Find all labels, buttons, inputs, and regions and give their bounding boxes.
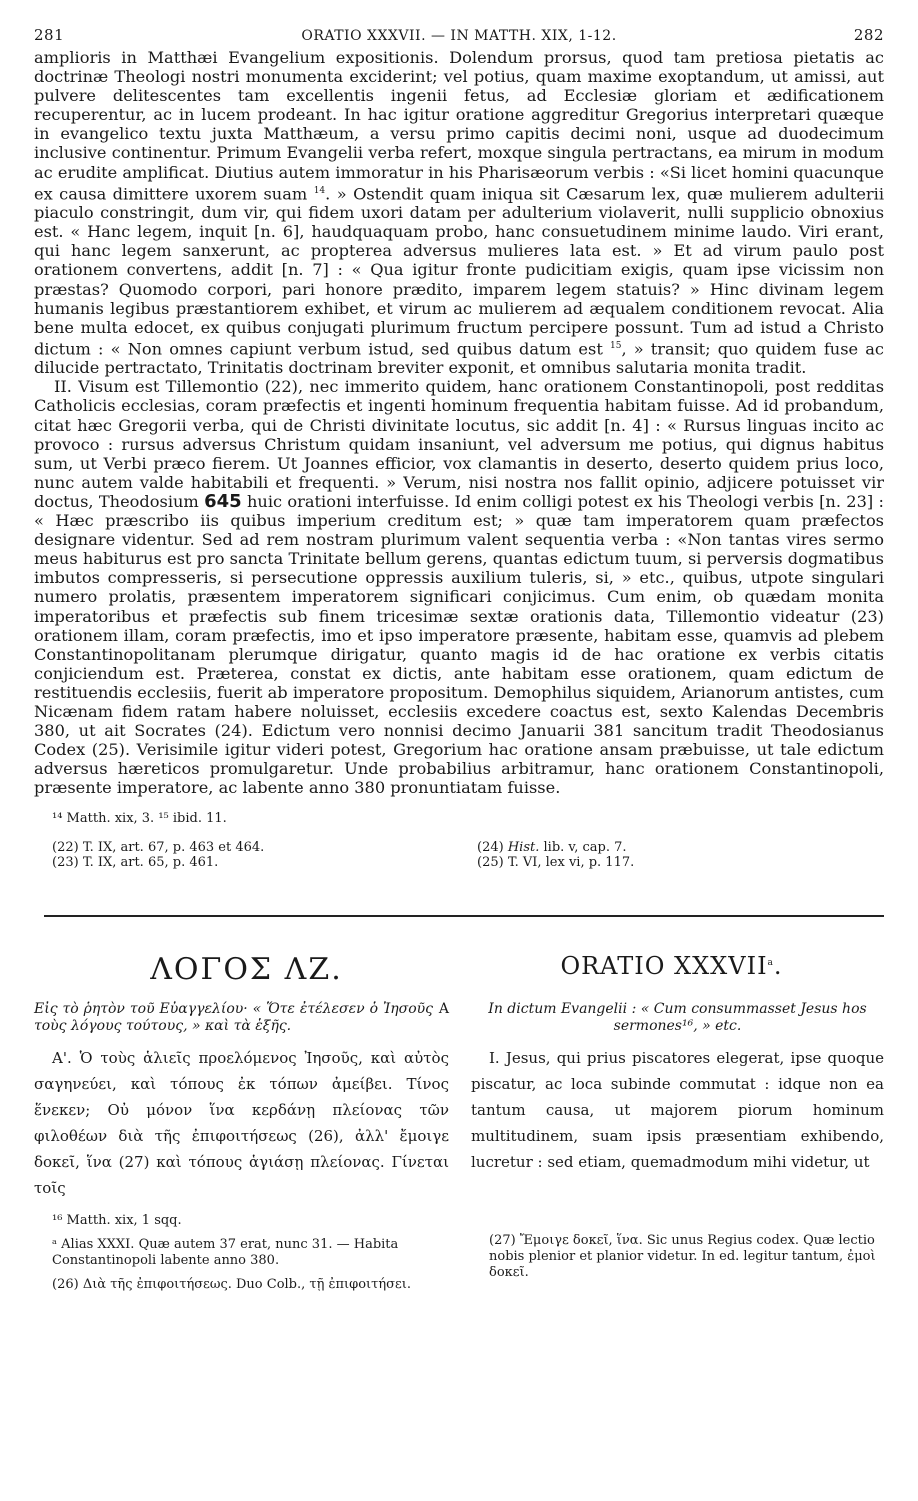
oration-titles	[34, 952, 884, 987]
preface-text	[34, 48, 884, 797]
footnote-ref-14: 14	[313, 185, 326, 196]
footnote-24	[477, 840, 884, 855]
latin-body: I. Jesus, qui prius piscatores elegerat, ipse quoque piscatur, ac loca subinde commutat : idque non ea tantum causa, ut majorem piorum hominum multitudinem, suam ipsis præsentiam exhibendo, lucretur : sed etiam, quemadmodum mihi videtur, ut	[471, 1049, 884, 1172]
footnote-25: (25) T. VI, lex vi, p. 117.	[477, 855, 635, 871]
greek-subtitle-text: Εἰς τὸ ῥητὸν τοῦ Εὐαγγελίου· « Ὅτε ἐτέλεσεν ὁ Ἰησοῦς τοὺς λόγους τούτους, » καὶ τὰ ἑξῆς.	[34, 1001, 433, 1035]
running-header	[34, 26, 884, 48]
footnote-24-rest: lib. v, cap. 7.	[543, 840, 627, 856]
latin-title-text: ORATIO XXXVII	[560, 952, 768, 981]
latin-title-sup: a	[767, 958, 774, 969]
latin-subtitle: In dictum Evangelii : « Cum consummasset Jesus hos sermones¹⁶, » etc.	[488, 1001, 867, 1035]
bible-footnotes: ¹⁴ Matth. xix, 3. ¹⁵ ibid. 11.	[52, 811, 227, 827]
parallel-columns	[34, 1001, 884, 1293]
note-a: ᵃ Alias XXXI. Quæ autem 37 erat, nunc 31. — Habita Constantinopoli labente anno 380.	[52, 1237, 399, 1269]
paragraph-2-text-b: huic orationi interfuisse. Id enim colligi potest ex his Theologi verbis [n. 23] : « Hæc præscribo iis quibus imperium creditum est; » quæ tam imperatorem quam præfectos designare videntur. Sed ad rem nostram plurimum valent sequentia verba : «Non tantas vires sermo meus habiturus est pro sancta Trinitate bellum gerens, quantas edictum tuum, si perversis dogmatibus imbutos compresseris, si persecutione oppressis auxilium tuleris, si, » etc., quibus, utpote singulari numero prolatis, præsentem imperatorem significari conjicimus. Cum enim, ob quædam monita imperatoribus et præfectis sub finem tricesimæ sextæ orationis data, Tillemontio videatur (23) orationem illam, coram præfectis, imo et ipso imperatore præsente, habitam esse, quamvis ad plebem Constantinopolitanam plerumque dirigatur, quanto magis id de hac oratione ex verbis citatis conjiciendum est. Præterea, constat ex dictis, ante habitam esse orationem, quam edictum de restituendis ecclesiis, fuerit ab imperatore propositum. Demophilus siquidem, Arianorum antistes, cum Nicænam fidem ratam habere noluisset, ecclesiis excedere coactus est, sexto Kalendas Decembris 380, ut ait Socrates (24). Edictum vero nonnisi decimo Januarii 381 sancitum tradit Theodosianus Codex (25). Verisimile igitur videri potest, Gregorium hac oratione ansam præbuisse, ut tale edictum adversus hæreticos promulgaretur. Unde probabilius arbitramur, hanc orationem Constantinopoli, præsente imperatore, ac labente anno 380 pronuntiatam fuisse.	[34, 491, 884, 798]
paragraph-2	[34, 377, 884, 797]
footnotes-left	[34, 840, 459, 870]
footnote-24-number: (24)	[477, 840, 504, 856]
footnote-22: (22) T. IX, art. 67, p. 463 et 464.	[52, 840, 265, 856]
right-page-number: 282	[853, 26, 884, 44]
margin-marker: A	[438, 1001, 449, 1018]
greek-title: ΛΟΓΟΣ ΛΖ.	[150, 952, 343, 988]
greek-body: Α'. Ὁ τοὺς ἁλιεῖς προελόμενος Ἰησοῦς, καὶ αὐτὸς σαγηνεύει, καὶ τόπους ἐκ τόπων ἀμείβει. Τίνος ἕνεκεν; Οὐ μόνον ἵνα κερδάνῃ πλείονας τῶν φιλοθέων διὰ τῆς ἐπιφοιτήσεως (26), ἀλλ' ἔμοιγε δοκεῖ, ἵνα (27) καὶ τόπους ἁγιάσῃ πλείονας. Γίνεται τοῖς	[34, 1049, 449, 1198]
editorial-footnotes	[34, 840, 884, 870]
latin-title: ORATIO XXXVII$^a$.	[560, 952, 783, 981]
page	[34, 26, 884, 1293]
paragraph-1	[34, 48, 884, 377]
greek-column	[34, 1001, 459, 1293]
section-divider	[44, 915, 884, 917]
note-26: (26) Διὰ τῆς ἐπιφοιτήσεως. Duo Colb., τῇ ἐπιφοιτήσει.	[52, 1277, 411, 1293]
note-27: (27) Ἔμοιγε δοκεῖ, ἵνα. Sic unus Regius codex. Quæ lectio nobis plenior et planior videtur. In ed. legitur tantum, ἐμοὶ δοκεῖ.	[489, 1233, 876, 1281]
left-page-number: 281	[34, 26, 65, 44]
paragraph-1-text-c: , » transit; quo quidem fuse ac dilucide pertractato, Trinitatis doctrinam breviter exponit, et omnibus salutaria monita tradit.	[34, 339, 884, 378]
running-title: ORATIO XXXVII. — IN MATTH. XIX, 1-12.	[301, 28, 617, 44]
greek-subtitle	[34, 1001, 449, 1035]
latin-column	[459, 1001, 884, 1293]
paragraph-1-text-b: . » Ostendit quam iniqua sit Cæsarum lex, quæ mulierem adulterii piaculo constringit, dum vir, qui fidem uxori datam per adulterium violaverit, nulli supplicio obnoxius est. « Hanc legem, inquit [n. 6], haudquaquam probo, hanc consuetudinem minime laudo. Viri erant, qui hanc legem sanxerunt, ac propterea adversus mulieres lata est. » Et ad virum paulo post orationem convertens, addit [n. 7] : « Qua igitur fronte pudicitiam exigis, quam ipse vicissim non præstas? Quomodo corpori, pari honore prædito, imparem legem statuis? » Hinc divinam legem humanis legibus præstantiorem exhibet, et virum ac mulierem ad æqualem conditionem revocat. Alia bene multa edocet, ex quibus conjugati plurimum fructum percipere possunt. Tum ad istud a Christo dictum : « Non omnes capiunt verbum istud, sed quibus datum est	[34, 184, 884, 359]
paragraph-1-text-a: amplioris in Matthæi Evangelium expositionis. Dolendum prorsus, quod tam pretiosa pietatis ac doctrinæ Theologi nostri monumenta exciderint; vel potius, quam maxime exoptandum, ut amissi, aut pulvere delitescentes tam excellentis ingenii fetus, ad Ecclesiæ gloriam et ædificationem recuperentur, ac in lucem prodeant. In hac igitur oratione aggreditur Gregorius interpretari quæque in evangelico textu juxta Matthæum, a versu primo capitis decimi noni, usque ad duodecimum inclusive continentur. Primum Evangelii verba refert, moxque singula pertractans, ea mirum in modum ac erudite amplificat. Diutius autem immoratur in his Pharisæorum verbis : «Si licet homini quacunque ex causa dimittere uxorem suam	[34, 48, 884, 204]
footnote-ref-15: 15	[609, 340, 622, 351]
paragraph-2-text-a: II. Visum est Tillemontio (22), nec immerito quidem, hanc orationem Constantinopoli, post redditas Catholicis ecclesias, coram præfectis et ingenti hominum frequentia habitam fuisse. Ad id probandum, citat hæc Gregorii verba, qui de Christi divinitate locutus, sic addit [n. 4] : « Rursus linguas incito ac provoco : rursus adversus Christum quidam insaniunt, vel adversum me potius, qui dignus habitus sum, ut Verbi præco fierem. Ut Joannes efficior, vox clamantis in deserto, deserto quidem prius loco, nunc autem valde habitabili et frequenti. » Verum, nisi nostra nos fallit opinio, adjicere potuisset vir doctus, Theodosium	[34, 377, 884, 511]
note-16: ¹⁶ Matth. xix, 1 sqq.	[52, 1213, 182, 1229]
footnote-24-italic: Hist.	[507, 840, 540, 856]
footnotes-right	[459, 840, 884, 870]
footnote-23: (23) T. IX, art. 65, p. 461.	[52, 855, 219, 871]
column-number: 645	[204, 490, 242, 512]
